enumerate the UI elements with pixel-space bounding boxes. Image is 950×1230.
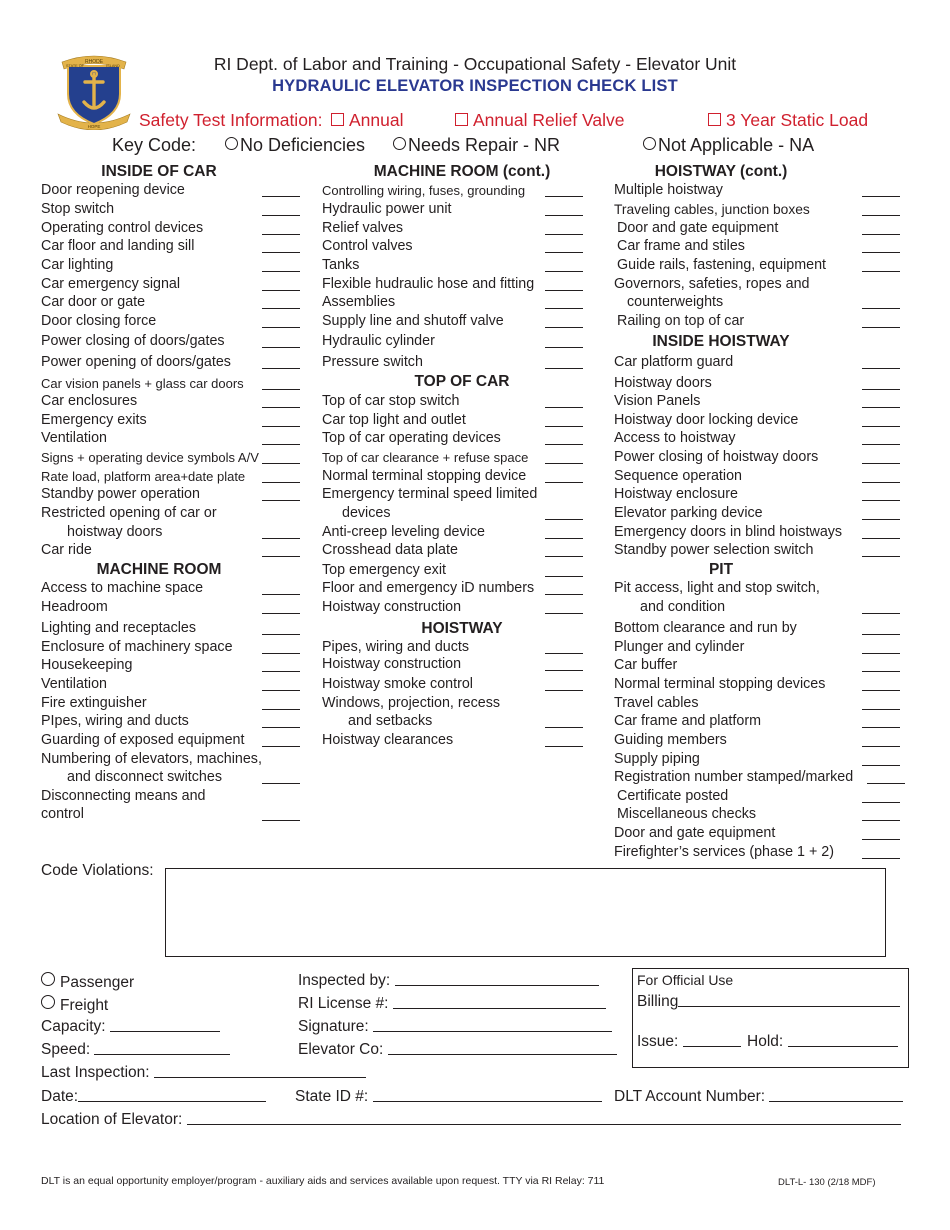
checklist-item: Car door or gate (41, 294, 146, 310)
checklist-answer-blank[interactable] (262, 347, 300, 348)
checklist-answer-blank[interactable] (262, 783, 300, 784)
checklist-item: Car frame and platform (614, 713, 761, 729)
checklist-item: Enclosure of machinery space (41, 639, 233, 655)
checklist-item: Car vision panels + glass car doors (41, 376, 244, 391)
checklist-answer-blank[interactable] (862, 500, 900, 501)
checklist-answer-blank[interactable] (862, 389, 900, 390)
key-needs-repair: Needs Repair - NR (393, 135, 560, 156)
checklist-answer-blank[interactable] (262, 746, 300, 747)
checklist-answer-blank[interactable] (545, 426, 583, 427)
checklist-item: Restricted opening of car or (41, 505, 217, 521)
checklist-answer-blank[interactable] (262, 653, 300, 654)
checklist-answer-blank[interactable] (262, 308, 300, 309)
checklist-answer-blank[interactable] (862, 765, 900, 766)
checklist-answer-blank[interactable] (262, 538, 300, 539)
checklist-item: hoistway doors (67, 524, 163, 540)
checklist-item: Elevator parking device (614, 505, 763, 521)
page-title: HYDRAULIC ELEVATOR INSPECTION CHECK LIST (272, 77, 678, 95)
checklist-item: Guiding members (614, 732, 727, 748)
checklist-item: Top of car clearance + refuse space (322, 450, 529, 465)
checklist-item: Ventilation (41, 430, 107, 446)
seal-top-text: RHODE (84, 59, 104, 65)
checklist-item: and disconnect switches (67, 769, 222, 785)
checklist-item: Bottom clearance and run by (614, 620, 797, 636)
checklist-item: Car frame and stiles (617, 238, 745, 254)
speed-field[interactable]: Speed: (41, 1041, 230, 1059)
radio-icon[interactable] (41, 995, 55, 1009)
checklist-answer-blank[interactable] (262, 389, 300, 390)
checklist-item: Hoistway door locking device (614, 412, 799, 428)
ri-license-line[interactable] (393, 995, 606, 1009)
checklist-item: counterweights (627, 294, 724, 310)
section-heading: HOISTWAY (cont.) (654, 163, 788, 180)
checklist-answer-blank[interactable] (862, 820, 900, 821)
checklist-item: Floor and emergency iD numbers (322, 580, 535, 596)
checkbox-icon[interactable] (331, 113, 344, 126)
checklist-item: Control valves (322, 238, 413, 254)
checklist-item: Assemblies (322, 294, 396, 310)
checklist-item: Car ride (41, 542, 92, 558)
circle-icon (643, 137, 656, 150)
checklist-item: and setbacks (348, 713, 433, 729)
checklist-answer-blank[interactable] (262, 500, 300, 501)
checklist-answer-blank[interactable] (862, 271, 900, 272)
checklist-item: Rate load, platform area+date plate (41, 469, 246, 484)
checklist-answer-blank[interactable] (545, 444, 583, 445)
checklist-answer-blank[interactable] (545, 271, 583, 272)
checklist-answer-blank[interactable] (862, 556, 900, 557)
safety-test-label: Safety Test Information: (139, 110, 323, 130)
checklist-answer-blank[interactable] (545, 234, 583, 235)
checklist-answer-blank[interactable] (862, 671, 900, 672)
checklist-item: Emergency terminal speed limited (322, 486, 538, 502)
checklist-item: Multiple hoistway (614, 182, 723, 198)
checklist-answer-blank[interactable] (862, 802, 900, 803)
checklist-item: Plunger and cylinder (614, 639, 745, 655)
checklist-item: Disconnecting means and (41, 788, 206, 804)
checklist-answer-blank[interactable] (862, 538, 900, 539)
checklist-item: Supply piping (614, 751, 700, 767)
checklist-answer-blank[interactable] (862, 839, 900, 840)
official-use-title: For Official Use (637, 972, 734, 988)
checklist-answer-blank[interactable] (862, 463, 900, 464)
checklist-answer-blank[interactable] (262, 290, 300, 291)
checklist-item: Door reopening device (41, 182, 185, 198)
billing-field[interactable]: Billing (637, 993, 900, 1011)
checklist-item: Hydraulic power unit (322, 201, 452, 217)
checklist-item: control (41, 806, 84, 822)
checklist-item: Crosshead data plate (322, 542, 458, 558)
key-not-applicable: Not Applicable - NA (643, 135, 814, 156)
checklist-item: Hoistway smoke control (322, 676, 473, 692)
checklist-answer-blank[interactable] (862, 746, 900, 747)
checklist-item: Door and gate equipment (617, 220, 779, 236)
checklist-answer-blank[interactable] (862, 234, 900, 235)
checklist-item: Power closing of hoistway doors (614, 449, 819, 465)
checklist-answer-blank[interactable] (862, 308, 900, 309)
checklist-item: Normal terminal stopping devices (614, 676, 826, 692)
checklist-answer-blank[interactable] (545, 308, 583, 309)
section-heading: MACHINE ROOM (96, 561, 222, 578)
radio-icon[interactable] (41, 972, 55, 986)
checklist-item: Hoistway construction (322, 656, 462, 672)
checklist-answer-blank[interactable] (862, 444, 900, 445)
checklist-answer-blank[interactable] (545, 556, 583, 557)
section-heading: PIT (708, 561, 734, 578)
checklist-item: Hydraulic cylinder (322, 333, 435, 349)
checklist-answer-blank[interactable] (262, 727, 300, 728)
section-heading: MACHINE ROOM (cont.) (373, 163, 551, 180)
checklist-answer-blank[interactable] (262, 426, 300, 427)
checklist-answer-blank[interactable] (262, 690, 300, 691)
last-inspection-line[interactable] (154, 1064, 366, 1078)
capacity-line[interactable] (110, 1018, 220, 1032)
safety-option-annual-relief-valve[interactable]: Annual Relief Valve (455, 110, 624, 131)
dlt-account-field[interactable]: DLT Account Number: (614, 1088, 903, 1106)
checklist-item: Stop switch (41, 201, 115, 217)
checklist-answer-blank[interactable] (262, 271, 300, 272)
checklist-item: Registration number stamped/marked (614, 769, 854, 785)
checklist-item: Car buffer (614, 657, 678, 673)
checklist-answer-blank[interactable] (545, 407, 583, 408)
checkbox-icon[interactable] (455, 113, 468, 126)
code-violations-field[interactable] (165, 868, 886, 957)
checklist-item: Car floor and landing sill (41, 238, 195, 254)
inspected-by-line[interactable] (395, 972, 599, 986)
checklist-item: Ventilation (41, 676, 107, 692)
checklist-answer-blank[interactable] (862, 634, 900, 635)
checklist-item: Hoistway clearances (322, 732, 454, 748)
checklist-answer-blank[interactable] (545, 690, 583, 691)
checklist-answer-blank[interactable] (262, 820, 300, 821)
checklist-answer-blank[interactable] (862, 252, 900, 253)
checklist-item: Car top light and outlet (322, 412, 466, 428)
checklist-answer-blank[interactable] (262, 234, 300, 235)
checklist-answer-blank[interactable] (262, 634, 300, 635)
checklist-answer-blank[interactable] (862, 653, 900, 654)
checklist-item: Car lighting (41, 257, 114, 273)
state-id-field[interactable]: State ID #: (295, 1088, 602, 1106)
inspected-by-field[interactable]: Inspected by: (298, 972, 599, 990)
circle-icon (225, 137, 238, 150)
checklist-item: Sequence operation (614, 468, 742, 484)
checklist-answer-blank[interactable] (262, 709, 300, 710)
checklist-answer-blank[interactable] (262, 594, 300, 595)
checklist-answer-blank[interactable] (262, 556, 300, 557)
checklist-item: Controlling wiring, fuses, grounding (322, 183, 526, 198)
checklist-answer-blank[interactable] (262, 444, 300, 445)
checklist-answer-blank[interactable] (862, 727, 900, 728)
checklist-answer-blank[interactable] (545, 653, 583, 654)
signature-field[interactable]: Signature: (298, 1018, 612, 1036)
checklist-answer-blank[interactable] (545, 252, 583, 253)
checklist-item: Governors, safeties, ropes and (614, 276, 810, 292)
checklist-answer-blank[interactable] (545, 290, 583, 291)
date-line[interactable] (78, 1088, 266, 1102)
hold-line[interactable] (788, 1033, 898, 1047)
checklist-answer-blank[interactable] (545, 538, 583, 539)
checklist-answer-blank[interactable] (545, 670, 583, 671)
capacity-field[interactable]: Capacity: (41, 1018, 220, 1036)
checklist-answer-blank[interactable] (545, 368, 583, 369)
checklist-item: Flexible hudraulic hose and fitting (322, 276, 535, 292)
checklist-item: Power closing of doors/gates (41, 333, 225, 349)
hold-field[interactable]: Hold: (747, 1033, 898, 1051)
checklist-item: Guarding of exposed equipment (41, 732, 245, 748)
checklist-item: and condition (640, 599, 726, 615)
checklist-answer-blank[interactable] (262, 252, 300, 253)
checklist-item: Access to hoistway (614, 430, 736, 446)
speed-line[interactable] (94, 1041, 230, 1055)
department-line: RI Dept. of Labor and Training - Occupational Safety - Elevator Unit (213, 54, 737, 74)
checklist-item: Fire extinguisher (41, 695, 147, 711)
dlt-account-line[interactable] (769, 1088, 903, 1102)
checklist-item: Traveling cables, junction boxes (614, 202, 810, 217)
location-field[interactable]: Location of Elevator: (41, 1111, 901, 1129)
checklist-answer-blank[interactable] (862, 407, 900, 408)
seal-left-text: STATE OF (66, 64, 84, 68)
checklist-answer-blank[interactable] (862, 709, 900, 710)
checklist-item: Top of car operating devices (322, 430, 501, 446)
checklist-answer-blank[interactable] (262, 482, 300, 483)
section-heading: TOP OF CAR (414, 373, 510, 390)
location-line[interactable] (187, 1111, 901, 1125)
checklist-item: Railing on top of car (617, 313, 745, 329)
checklist-item: Top emergency exit (322, 562, 446, 578)
freight-option[interactable]: Freight (41, 995, 108, 1015)
checklist-item: Guide rails, fastening, equipment (617, 257, 827, 273)
section-heading: INSIDE OF CAR (101, 163, 217, 180)
checklist-answer-blank[interactable] (545, 196, 583, 197)
checklist-answer-blank[interactable] (262, 196, 300, 197)
checklist-item: Pressure switch (322, 354, 423, 370)
passenger-option[interactable]: Passenger (41, 972, 134, 992)
checklist-item: Hoistway construction (322, 599, 462, 615)
checklist-item: Door closing force (41, 313, 157, 329)
ri-license-field[interactable]: RI License #: (298, 995, 606, 1013)
checklist-answer-blank[interactable] (262, 463, 300, 464)
last-inspection-field[interactable]: Last Inspection: (41, 1064, 366, 1082)
checklist-answer-blank[interactable] (862, 196, 900, 197)
checklist-answer-blank[interactable] (262, 368, 300, 369)
checklist-item: Supply line and shutoff valve (322, 313, 504, 329)
checklist-item: Firefighter’s services (phase 1 + 2) (614, 844, 834, 860)
seal-right-text: ISLAND (106, 64, 120, 68)
checklist-item: Pit access, light and stop switch, (614, 580, 820, 596)
checklist-item: Numbering of elevators, machines, (41, 751, 262, 767)
checklist-item: Vision Panels (614, 393, 701, 409)
date-field[interactable]: Date: (41, 1088, 266, 1106)
section-heading: INSIDE HOISTWAY (652, 333, 790, 350)
elevator-co-line[interactable] (388, 1041, 617, 1055)
checklist-answer-blank[interactable] (862, 858, 900, 859)
checklist-answer-blank[interactable] (862, 690, 900, 691)
safety-option-3-year-static-load[interactable]: 3 Year Static Load (708, 110, 868, 131)
checklist-answer-blank[interactable] (862, 368, 900, 369)
checklist-item: Car enclosures (41, 393, 138, 409)
checklist-answer-blank[interactable] (862, 327, 900, 328)
checklist-item: Housekeeping (41, 657, 133, 673)
checklist-item: Car platform guard (614, 354, 734, 370)
checklist-item: devices (342, 505, 391, 521)
checklist-item: Normal terminal stopping device (322, 468, 527, 484)
checklist-item: Top of car stop switch (322, 393, 460, 409)
code-violations-label: Code Violations: (41, 862, 154, 879)
checklist-item: Pipes, wiring and ducts (322, 639, 470, 655)
checklist-answer-blank[interactable] (862, 482, 900, 483)
signature-line[interactable] (373, 1018, 612, 1032)
checklist-answer-blank[interactable] (262, 671, 300, 672)
checklist-item: Signs + operating device symbols A/V (41, 450, 259, 465)
checklist-item: Hoistway doors (614, 375, 712, 391)
issue-field[interactable]: Issue: (637, 1033, 741, 1051)
form-number: DLT-L- 130 (2/18 MDF) (778, 1177, 876, 1188)
checklist-answer-blank[interactable] (545, 594, 583, 595)
checklist-item: Door and gate equipment (614, 825, 776, 841)
safety-option-annual[interactable]: Annual (331, 110, 404, 131)
checklist-answer-blank[interactable] (545, 482, 583, 483)
issue-line[interactable] (683, 1033, 741, 1047)
elevator-co-field[interactable]: Elevator Co: (298, 1041, 617, 1059)
checklist-answer-blank[interactable] (262, 327, 300, 328)
checklist-item: Tanks (322, 257, 360, 273)
seal-bottom-text: HOPE (87, 124, 101, 129)
state-id-line[interactable] (373, 1088, 602, 1102)
checklist-item: Windows, projection, recess (322, 695, 500, 711)
checklist-item: Standby power selection switch (614, 542, 814, 558)
checklist-answer-blank[interactable] (545, 215, 583, 216)
checklist-answer-blank[interactable] (545, 746, 583, 747)
checklist-item: Emergency exits (41, 412, 147, 428)
section-heading: HOISTWAY (421, 620, 503, 637)
billing-line[interactable] (678, 993, 900, 1007)
checklist-answer-blank[interactable] (862, 215, 900, 216)
checklist-item: Travel cables (614, 695, 699, 711)
checklist-answer-blank[interactable] (545, 327, 583, 328)
circle-icon (393, 137, 406, 150)
checklist-item: Operating control devices (41, 220, 204, 236)
checklist-item: Anti-creep leveling device (322, 524, 485, 540)
checklist-item: Hoistway enclosure (614, 486, 738, 502)
checklist-item: PIpes, wiring and ducts (41, 713, 189, 729)
checklist-answer-blank[interactable] (867, 783, 905, 784)
checklist-answer-blank[interactable] (862, 426, 900, 427)
checklist-item: Car emergency signal (41, 276, 181, 292)
footer-notice: DLT is an equal opportunity employer/program - auxiliary aids and services available upon request. TTY via RI Relay: 711 (41, 1175, 605, 1187)
checklist-item: Miscellaneous checks (617, 806, 757, 822)
checklist-answer-blank[interactable] (545, 519, 583, 520)
checklist-item: Standby power operation (41, 486, 200, 502)
checklist-answer-blank[interactable] (262, 215, 300, 216)
checklist-answer-blank[interactable] (545, 613, 583, 614)
key-code-label: Key Code: (112, 135, 197, 155)
checklist-item: Access to machine space (41, 580, 204, 596)
checklist-item: Power opening of doors/gates (41, 354, 231, 370)
checklist-answer-blank[interactable] (862, 613, 900, 614)
checklist-item: Relief valves (322, 220, 404, 236)
checkbox-icon[interactable] (708, 113, 721, 126)
checklist-answer-blank[interactable] (262, 613, 300, 614)
checklist-answer-blank[interactable] (862, 519, 900, 520)
checklist-item: Certificate posted (617, 788, 729, 804)
checklist-item: Headroom (41, 599, 108, 615)
checklist-answer-blank[interactable] (545, 727, 583, 728)
checklist-item: Emergency doors in blind hoistways (614, 524, 843, 540)
checklist-item: Lighting and receptacles (41, 620, 196, 636)
key-no-deficiencies: No Deficiencies (225, 135, 365, 156)
checklist-answer-blank[interactable] (545, 463, 583, 464)
checklist-answer-blank[interactable] (262, 407, 300, 408)
